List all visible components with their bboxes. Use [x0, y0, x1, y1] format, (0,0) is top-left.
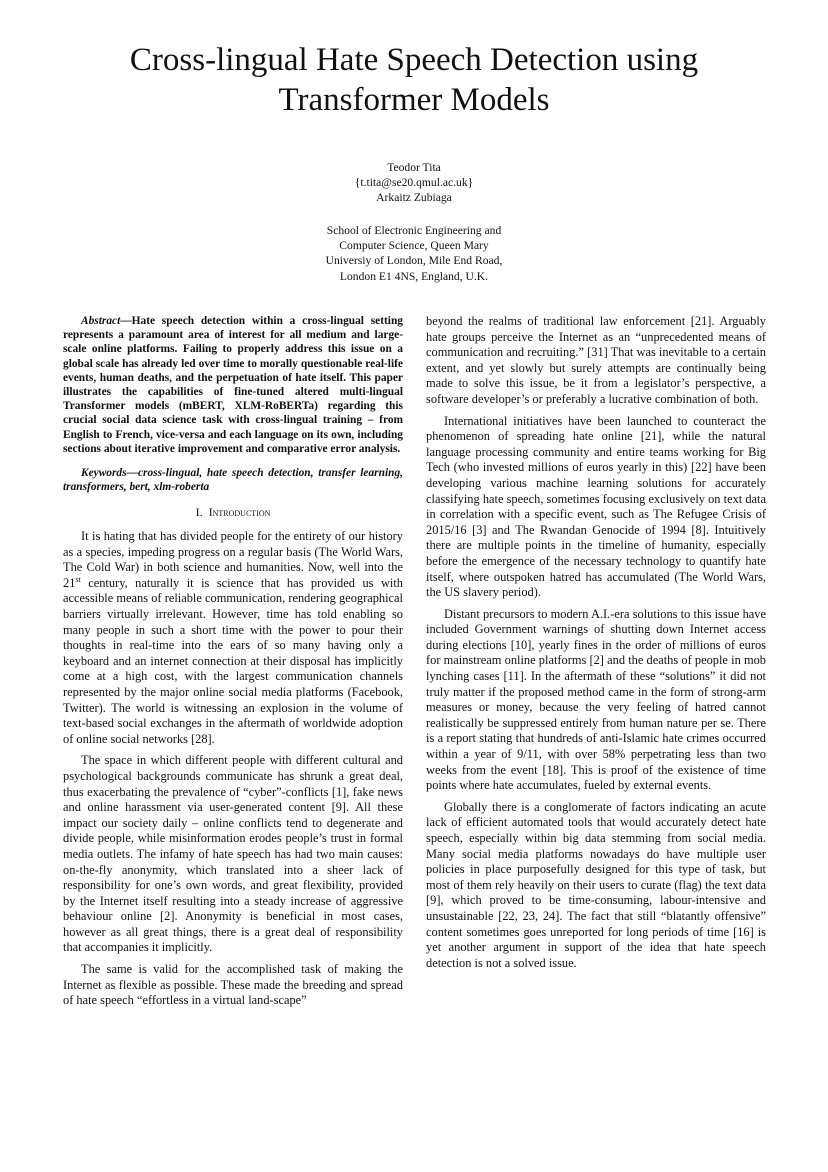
author-block	[0, 160, 828, 206]
body-paragraph: The space in which different people with different cultural and psychological backgrounds communicate has shrunk a great deal, thus exacerbating the prevalence of “cyber”-conflicts [1], fake news and online harassment via user-generated content [9]. All these impact our society daily – online conflicts tend to degenerate and divide people, while misinformation erodes people’s trust in formal media outlets. The infamy of hate speech has had two main causes: on-the-fly anonymity, which translated into a sheer lack of responsibility for one’s own words, and great flexibility, provided by the Internet itself resulting into a steady increase of aggressive behaviour online [2]. Anonymity is beneficial in most cases, however as all great things, there is a great deal of responsibility that accompanies it implicitly.	[63, 753, 403, 955]
body-paragraph	[63, 529, 403, 747]
affiliation-line: Computer Science, Queen Mary	[339, 239, 489, 253]
author-name: Arkaitz Zubiaga	[376, 191, 452, 205]
keywords-label: Keywords	[81, 467, 127, 480]
paragraph-text: century, naturally it is science that has provided us with accessible means of reliable communication, rendering geographical barriers virtually irrelevant. However, time has told enabling so many people in such a short time with the power to pour their thoughts in real-time into the ears of so many having only a keyboard and an internet connection at their disposal has implicitly come at a high cost, with the largest communication channels represented by the major online social media platforms (Facebook, Twitter). The world is witnessing an explosion in the volume of text-based social exchanges in the aftermath of worldwide adoption of online social networks [28].	[63, 575, 403, 746]
body-paragraph: International initiatives have been launched to counteract the phenomenon of spreading hate online [21], while the natural language processing community and entire teams working for Big Tech (who invested millions of euros yearly in this) [22] have been developing various machine learning solutions for accurately classifying hate speech, sometimes focusing exclusively on text data in correlation with a specific event, such as The Refugee Crisis of 2015/16 [3] and The Rwandan Genocide of 1994 [8]. Intuitively there are multiple points in the timeline of humanity, especially before the emergence of the necessary technology to quantify hate itself, where outspoken hatred has accumulated (The World Wars, the US slavery period).	[426, 413, 766, 600]
abstract-dash: —	[120, 315, 132, 327]
keywords-text: cross-lingual, hate speech detection, transfer learning, transformers, bert, xlm-roberta	[63, 467, 403, 494]
author-name: Teodor Tita	[387, 161, 441, 174]
affiliation-line: London E1 4NS, England, U.K.	[339, 269, 489, 283]
superscript: st	[75, 574, 81, 584]
affiliation-line: Universiy of London, Mile End Road,	[325, 254, 503, 268]
section-heading	[63, 505, 403, 521]
abstract	[63, 314, 403, 456]
affiliation-line: School of Electronic Engineering and	[326, 224, 502, 237]
left-column	[63, 314, 403, 1009]
section-title: Introduction	[208, 505, 271, 520]
right-column	[426, 314, 766, 971]
keywords	[63, 466, 403, 494]
paper-title: Cross-lingual Hate Speech Detection using Transformer Models	[129, 42, 699, 118]
section-number: I.	[195, 505, 203, 520]
affiliation-block	[0, 223, 828, 284]
paragraph-text: It is hating that has divided people for the entirety of our history as a species, impeding progress on a regular basis (The World Wars, The Cold War) in both science and humanities. Now, well into the 21	[63, 529, 403, 590]
body-paragraph: beyond the realms of traditional law enforcement [21]. Arguably hate groups perceive the Internet as an “unprecedented means of communication and recruiting.” [31] That was inevitable to a certain extent, and yet slowly but surely attempts are continually being made to solve this issue, be it from a legislator’s perspective, a software developer’s or preferably a lucrative combination of both.	[426, 314, 766, 406]
body-paragraph: Distant precursors to modern A.I.-era solutions to this issue have included Government warnings of shutting down Internet access during elections [10], yearly fines in the order of millions of euros for mainstream online platforms [2] and the deaths of people in mob lynching cases [11]. In the aftermath of these “solutions” it did not truly matter if the proposed method came in the form of strong-arm measures or money, because the very feeling of hatred cannot realistically be suppressed entirely from human nature per se. There is a report stating that hundreds of anti-Islamic hate crimes occurred within a year of 9/11, with over 58% perpetrating less than two weeks from the event [18]. This is proof of the existence of time points where hate accumulates, fueled by external events.	[426, 606, 766, 793]
author-email: {t.tita@se20.qmul.ac.uk}	[354, 176, 474, 190]
body-paragraph: The same is valid for the accomplished task of making the Internet as flexible as possible. These made the breeding and spread of hate speech “effortless in a virtual land-scape”	[63, 962, 403, 1008]
body-paragraph: Globally there is a conglomerate of factors indicating an acute lack of efficient automated tools that would accurately detect hate speech, especially within big data stemming from social media. Many social media platforms nowadays do have multiple user policies in place purposefully designed for this type of task, but most of them rely heavily on their users to curate (flag) the text data [9], which proved to be time-consuming, labour-intensive and unsustainable [22, 23, 24]. The fact that still “blatantly offensive” content sometimes goes unreported for long periods of time [16] is yet another argument in support of the idea that hate speech detection is not a solved issue.	[426, 799, 766, 970]
abstract-text: Hate speech detection within a cross-lingual setting represents a paramount area of interest for all medium and large-scale online platforms. Failing to properly address this issue on a global scale has already led over time to morally questionable real-life events, human deaths, and the perpetuation of hate itself. This paper illustrates the capabilities of fine-tuned altered multi-lingual Transformer models (mBERT, XLM-RoBERTa) regarding this crucial social data science task with cross-lingual training – from English to French, vice-versa and each language on its own, including sections about iterative improvement and comparative error analysis.	[63, 315, 403, 455]
keywords-dash: —	[126, 467, 138, 480]
abstract-label: Abstract	[81, 315, 121, 327]
